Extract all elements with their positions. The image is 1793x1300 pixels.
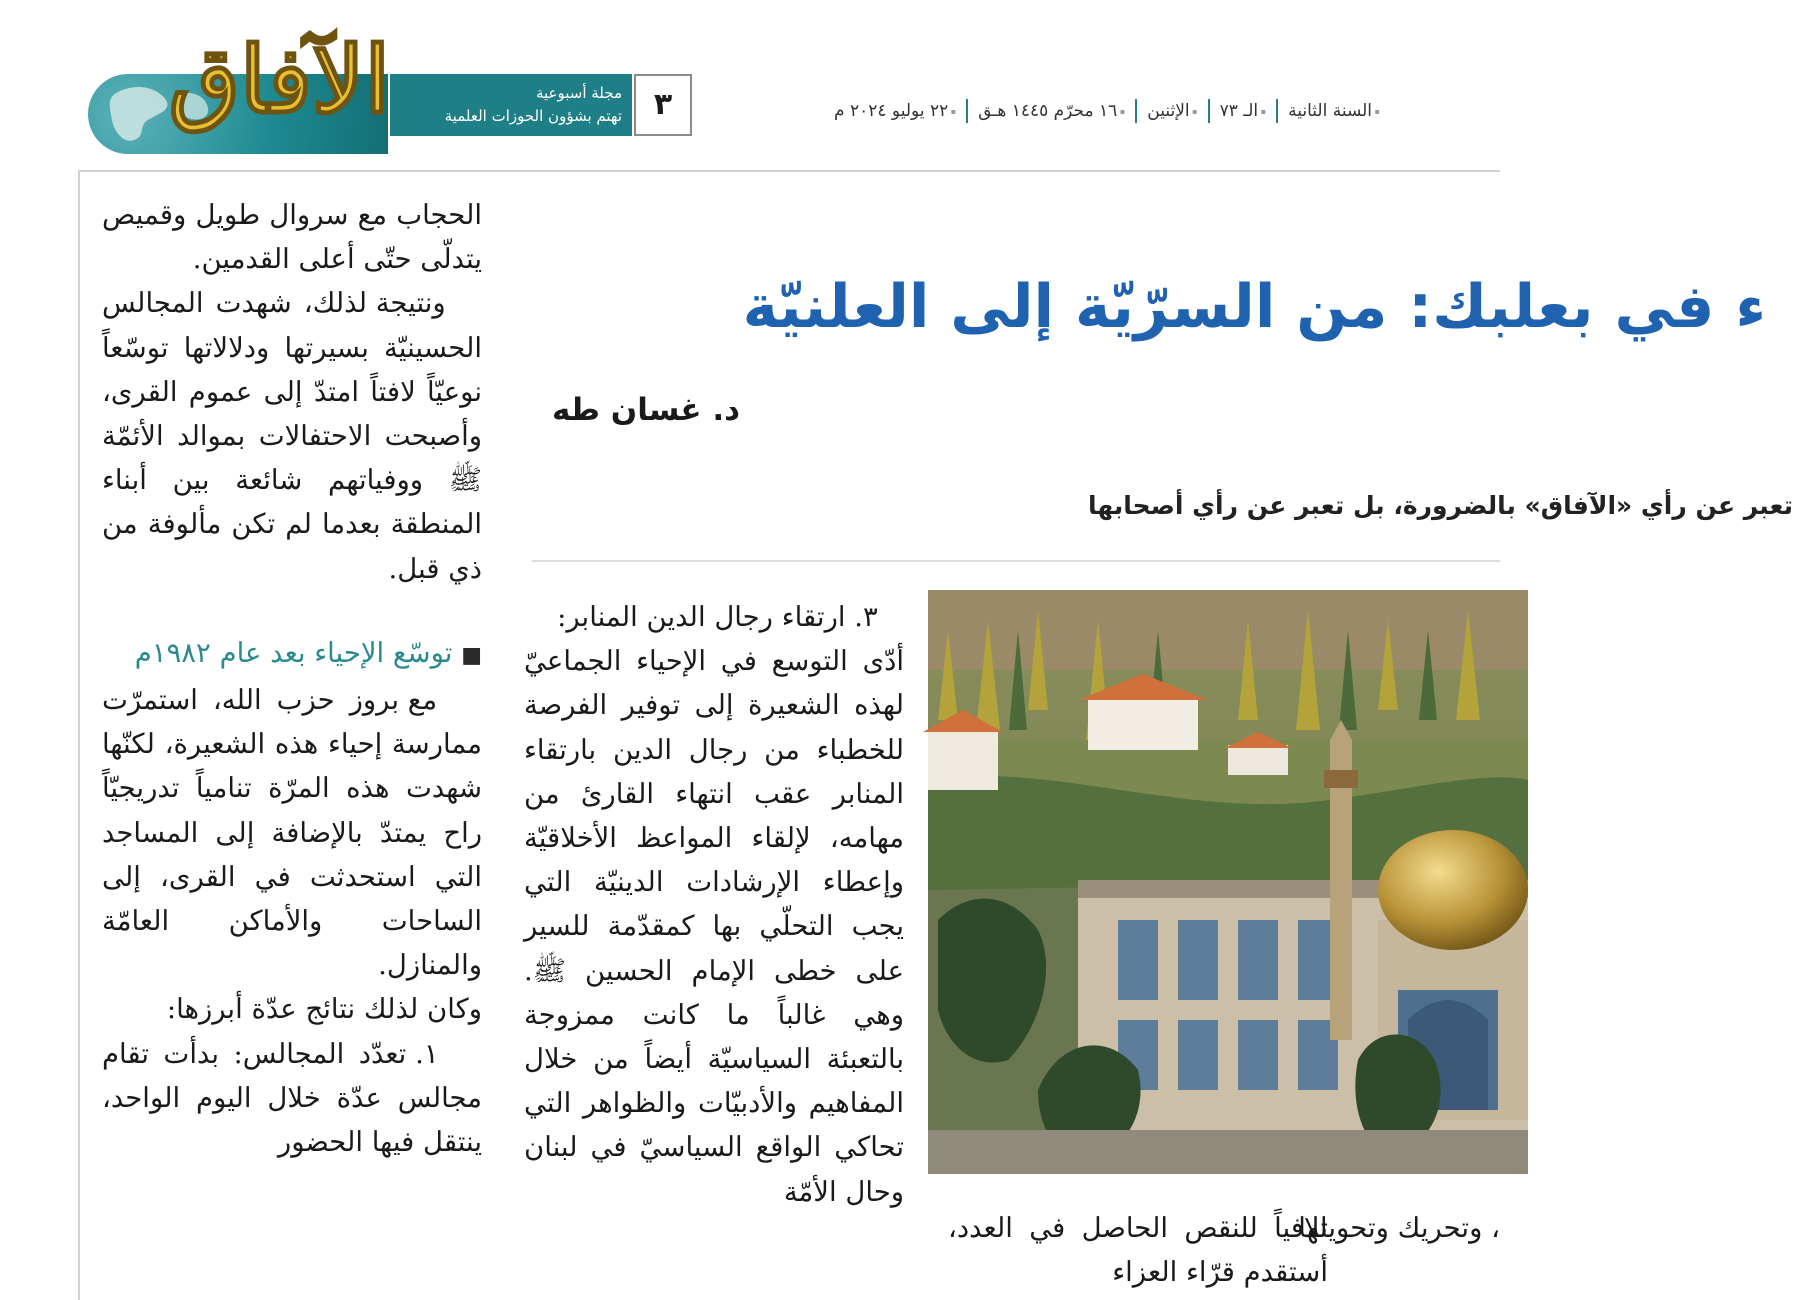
page-frame-top (78, 170, 1500, 172)
paragraph: أدّى التوسع في الإحياء الجماعيّ لهذه الشعيرة إلى توفير الفرصة للخطباء من رجال الدين بارتقاء المنابر عقب انتهاء القارئ من مهامه، لإلقاء المواعظ الأخلاقيّة وإعطاء الإرشادات الدينيّة التي يجب التحلّي بها كمقدّمة للسير على خطى الإمام الحسين ﷺ. وهي غالباً ما كانت ممزوجة بالتعبئة السياسيّة أيضاً من خلال المفاهيم والأدبيّات والظواهر التي تحاكي الواقع السياسيّ في لبنان وحال الأمّة (524, 645, 904, 1208)
numbered-heading (524, 595, 904, 639)
logo-wordmark: الآفاق (168, 26, 390, 134)
article-disclaimer: تعبر عن رأي «الآفاق» بالضرورة، بل تعبر عن رأي أصحابها (1088, 491, 1793, 520)
paragraph-text: مع بروز حزب الله، استمرّت ممارسة إحياء هذه الشعيرة، لكنّها شهدت هذه المرّة تنامياً تدريجيّاً راح يمتدّ بالإضافة إلى المساجد التي استحدثت في القرى، إلى الساحات والأماكن العامّة والمنازل. (102, 684, 482, 982)
meta-year: ▪ السنة الثانية (1278, 101, 1390, 121)
meta-day: ▪ الإثنين (1137, 101, 1207, 121)
meta-hijri-date: ▪ ١٦ محرّم ١٤٤٥ هـق (968, 101, 1135, 121)
meta-divider (1135, 99, 1137, 123)
meta-issue: ▪ الـ ٧٣ (1210, 101, 1277, 121)
paragraph: وكان لذلك نتائج عدّة أبرزها: (166, 993, 482, 1026)
paragraph (102, 1032, 482, 1165)
meta-divider (1276, 99, 1278, 123)
section-divider (532, 560, 1500, 562)
masthead (0, 0, 1500, 170)
paragraph (102, 678, 482, 987)
meta-divider (1208, 99, 1210, 123)
magazine-tagline: مجلة أسبوعية (535, 84, 622, 102)
section-subhead (102, 631, 482, 678)
article-byline: د. غسان طه (552, 392, 741, 428)
paragraph: الحجاب مع سروال طويل وقميص يتدلّى حتّى أعلى القدمين. (102, 199, 482, 276)
page-number: ٣ (634, 74, 692, 136)
page-frame-left (78, 170, 80, 1300)
issue-meta (700, 96, 1390, 126)
mosque-photo (928, 590, 1528, 1174)
paragraph-text: ونتيجة لذلك، شهدت المجالس الحسينيّة بسيرتها ودلالاتها توسّعاً نوعيّاً لافتاً امتدّ إلى عموم القرى، وأصبحت الاحتفالات بموالد الأئمّة ﷺ ووفياتهم شائعة بين أبناء المنطقة بعدما لم تكن مألوفة من ذي قبل. (102, 287, 482, 585)
meta-divider (966, 99, 968, 123)
masthead-banner (390, 74, 632, 136)
article-headline: ء في بعلبك: من السرّيّة إلى العلنيّة (742, 272, 1766, 342)
article-column-left (102, 193, 482, 1164)
meta-gregorian-date: ▪ ٢٢ يوليو ٢٠٢٤ م (824, 101, 966, 121)
article-column-middle (524, 595, 904, 1214)
square-bullet-icon: ■ (461, 642, 482, 668)
paragraph-text: ١. تعدّد المجالس: بدأت تقام مجالس عدّة خلال اليوم الواحد، ينتقل فيها الحضور (102, 1037, 482, 1159)
article-column-edge-fragment: ، وتحريك وتحويلها (1298, 1212, 1500, 1244)
subhead-text: توسّع الإحياء بعد عام ١٩٨٢م (134, 636, 453, 669)
paragraph (102, 281, 482, 590)
article-column-right-fragment: تلافياً للنقص الحاصل في العدد، أستقدم قرّاء العزاء (948, 1212, 1328, 1289)
paragraph-text: ٣. ارتقاء رجال الدين المنابر: (557, 601, 878, 633)
spacer (102, 591, 482, 631)
magazine-subtagline: تهتم بشؤون الحوزات العلمية (444, 107, 622, 125)
